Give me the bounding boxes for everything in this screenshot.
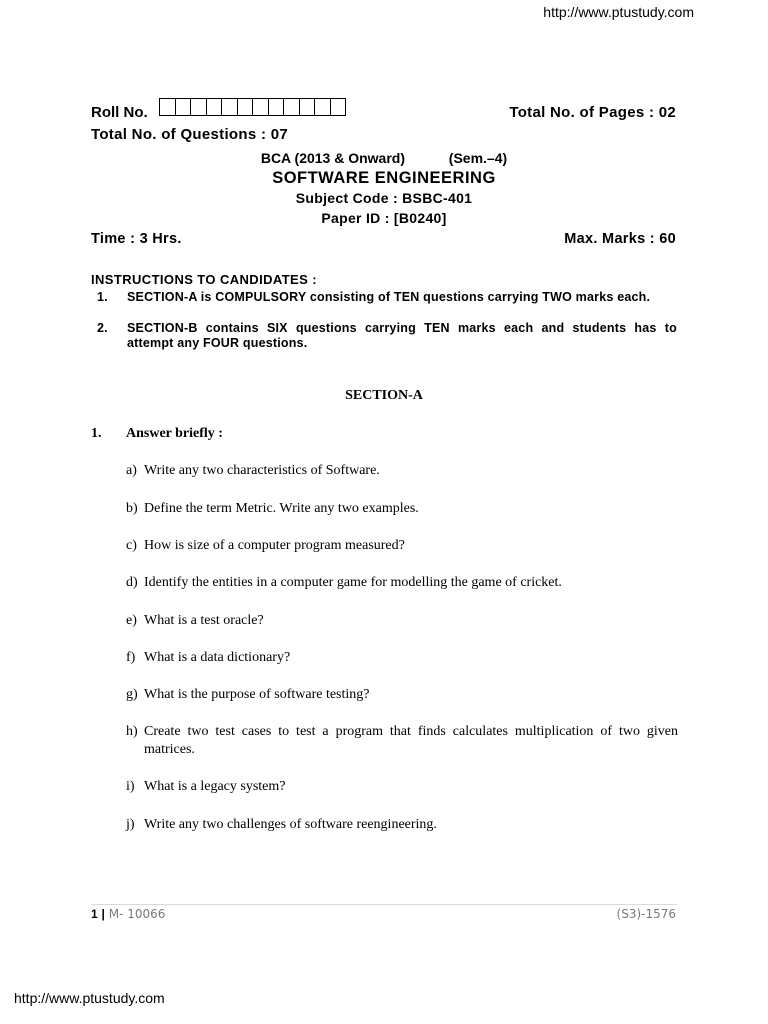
sub-question-letter: f) [126,650,136,665]
max-marks: Max. Marks : 60 [564,231,676,247]
sub-question-letter: e) [126,613,137,628]
section-a-title: SECTION-A [345,388,423,403]
subject-code: Subject Code : BSBC-401 [295,190,473,206]
sub-question-letter: b) [126,501,138,516]
sub-question-letter: h) [126,724,138,739]
roll-number-box[interactable] [299,98,316,116]
sub-question-text: Identify the entities in a computer game for modelling the game of cricket. [144,575,562,590]
subject-title: SOFTWARE ENGINEERING [272,169,496,187]
roll-number-label: Roll No. [91,104,148,121]
page-number: 1 [91,907,98,921]
exam-time: Time : 3 Hrs. [91,231,182,247]
sub-question-text: What is a test oracle? [144,613,264,628]
site-url-bottom: http://www.ptustudy.com [14,990,165,1006]
footer-left [91,907,165,921]
sub-question-letter: j) [126,817,135,832]
roll-number-box[interactable] [237,98,254,116]
instruction-item [91,290,677,305]
total-questions: Total No. of Questions : 07 [91,126,288,143]
question-number: 1. [91,426,102,441]
sub-question-text: Define the term Metric. Write any two examples. [144,501,419,516]
footer-separator: | [101,907,105,921]
course-name: BCA (2013 & Onward) [260,150,406,166]
sub-question-e [126,612,678,630]
sub-question-f [126,649,678,667]
sub-question-text: How is size of a computer program measured? [144,538,405,553]
site-url-top: http://www.ptustudy.com [543,4,694,20]
roll-number-boxes[interactable] [159,98,346,116]
roll-number-box[interactable] [252,98,269,116]
sub-question-text: Write any two challenges of software reengineering. [144,817,437,832]
sub-question-letter: c) [126,538,137,553]
paper-id: Paper ID : [B0240] [321,210,447,226]
roll-number-box[interactable] [159,98,176,116]
instruction-item [91,321,677,351]
total-pages: Total No. of Pages : 02 [509,104,676,121]
footer-divider [91,904,677,905]
instruction-number: 2. [97,321,108,335]
instruction-number: 1. [97,290,108,304]
paper-code: M- 10066 [108,907,166,921]
sub-question-a [126,462,678,480]
sub-question-text: What is a legacy system? [144,779,286,794]
sub-question-c [126,537,678,555]
semester: (Sem.–4) [448,150,508,166]
roll-number-box[interactable] [206,98,223,116]
sub-question-text: Create two test cases to test a program that finds calculates multiplication of two given matrices. [144,724,678,757]
sub-question-d [126,574,678,592]
sub-question-text: What is the purpose of software testing? [144,687,370,702]
sub-question-letter: i) [126,779,135,794]
roll-number-box[interactable] [330,98,347,116]
instructions-heading: INSTRUCTIONS TO CANDIDATES : [91,272,317,287]
sub-question-text: Write any two characteristics of Software. [144,463,380,478]
roll-number-box[interactable] [268,98,285,116]
roll-number-box[interactable] [314,98,331,116]
course-line [0,150,768,166]
sub-question-letter: a) [126,463,137,478]
sub-question-text: What is a data dictionary? [144,650,291,665]
roll-number-box[interactable] [221,98,238,116]
roll-number-box[interactable] [175,98,192,116]
question-label: Answer briefly : [126,426,223,441]
sub-question-j [126,816,678,834]
sub-question-h [126,723,678,759]
instruction-text: SECTION-B contains SIX questions carrying TEN marks each and students has to attempt any FOUR questions. [127,321,677,350]
roll-number-box[interactable] [190,98,207,116]
sub-question-letter: d) [126,575,138,590]
set-code: (S3)-1576 [616,907,676,921]
sub-question-b [126,500,678,518]
instruction-text: SECTION-A is COMPULSORY consisting of TEN questions carrying TWO marks each. [127,290,651,304]
roll-number-box[interactable] [283,98,300,116]
sub-question-i [126,778,678,796]
sub-question-letter: g) [126,687,138,702]
sub-question-g [126,686,678,704]
